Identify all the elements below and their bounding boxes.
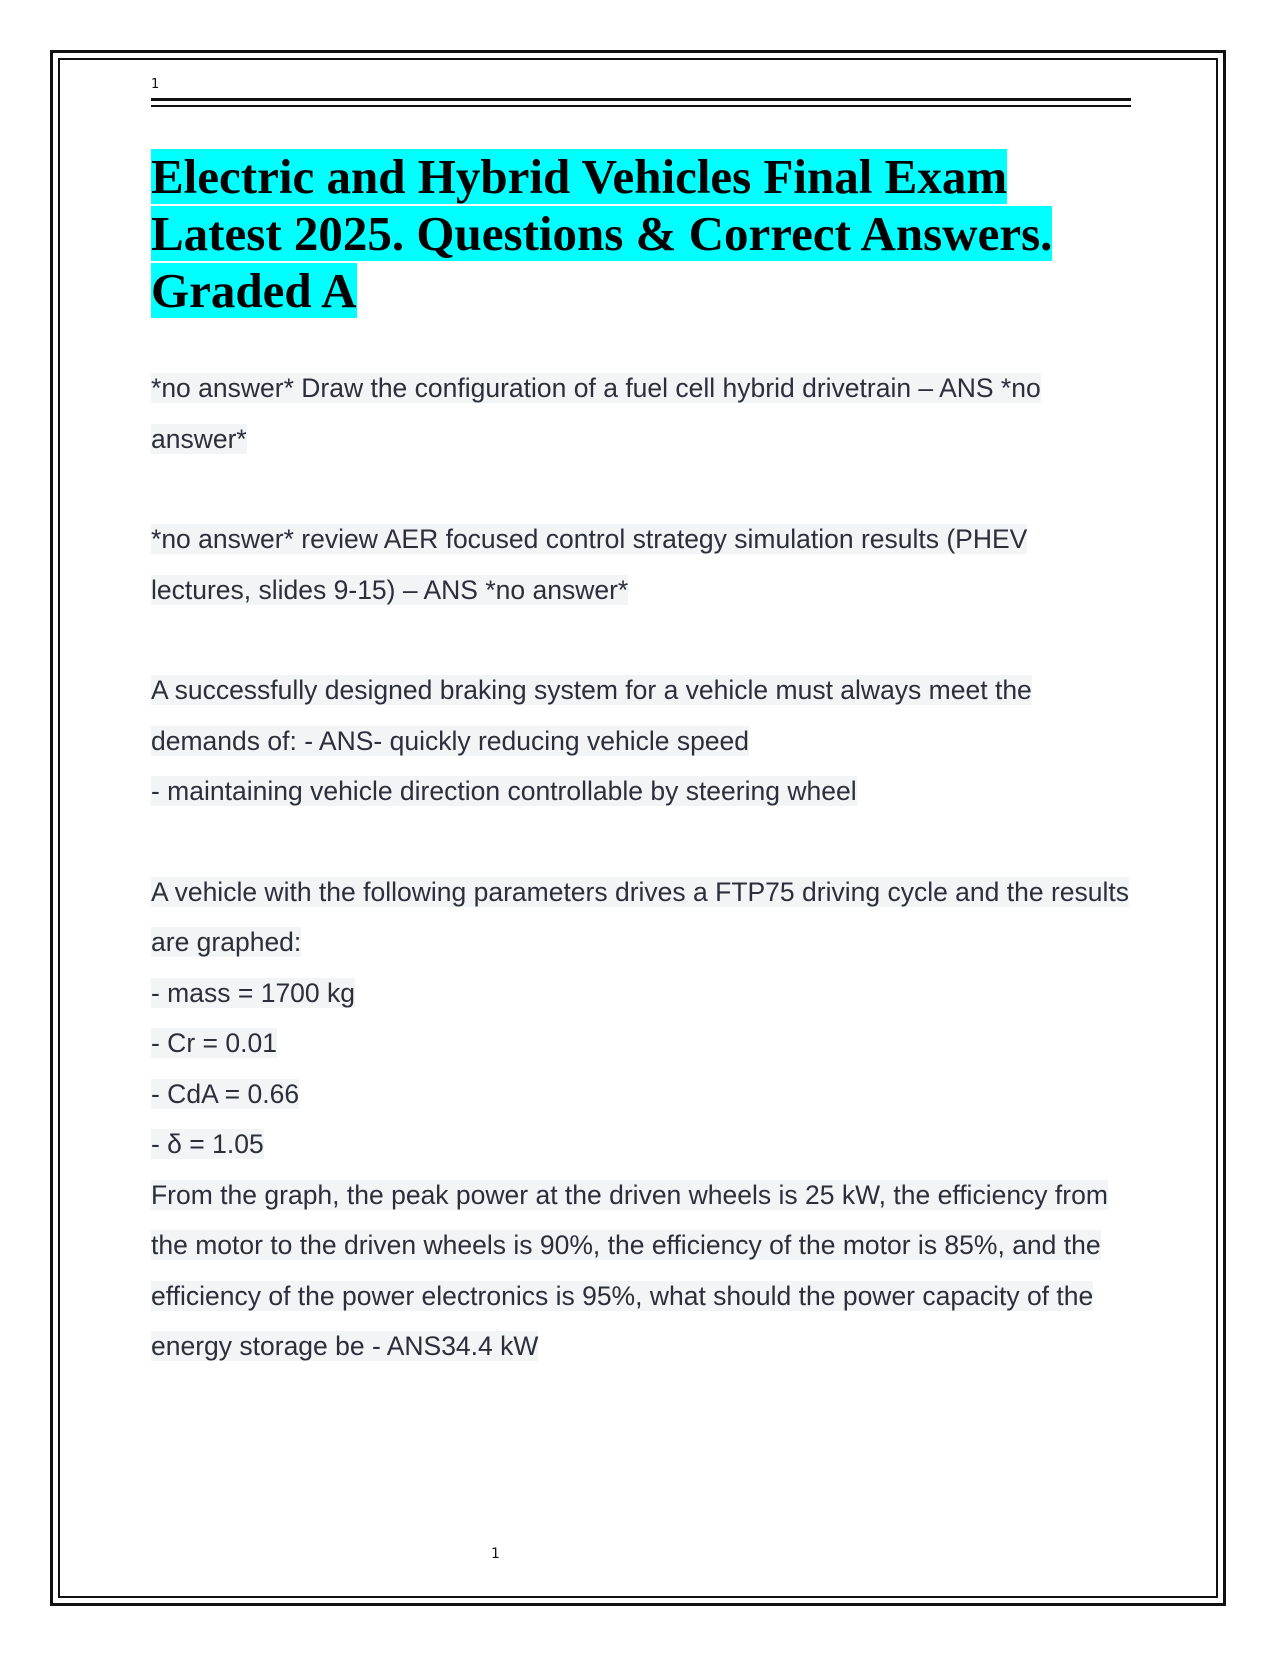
- question-4-param-delta: - δ = 1.05: [151, 1129, 264, 1159]
- question-3-line-1: A successfully designed braking system for a vehicle must always meet the demands of: - ANS- quickly reducing vehicle speed: [151, 675, 1032, 756]
- document-body: [151, 148, 1131, 1372]
- question-1-line-1: *no answer* Draw the configuration of a fuel cell hybrid drivetrain – ANS *no answer*: [151, 373, 1041, 454]
- question-2: [151, 514, 1131, 615]
- header-rule: [151, 98, 1131, 107]
- question-4-line-final: From the graph, the peak power at the driven wheels is 25 kW, the efficiency from the motor to the driven wheels is 90%, the efficiency of the motor is 85%, and the efficiency of the power electronics is 95%, what should the power capacity of the energy storage be - ANS34.4 kW: [151, 1179, 1108, 1361]
- document-title-text: Electric and Hybrid Vehicles Final Exam Latest 2025. Questions & Correct Answers. Graded A: [151, 149, 1053, 318]
- question-1: [151, 363, 1131, 464]
- question-4-param-cda: - CdA = 0.66: [151, 1078, 300, 1109]
- question-4-param-mass: - mass = 1700 kg: [151, 977, 356, 1008]
- question-4-param-cr: - Cr = 0.01: [151, 1028, 277, 1058]
- question-4-line-1: A vehicle with the following parameters drives a FTP75 driving cycle and the results are graphed:: [151, 876, 1130, 957]
- question-4: [151, 867, 1131, 1372]
- footer-page-number: 1: [491, 1546, 500, 1562]
- question-2-line-1: *no answer* review AER focused control strategy simulation results (PHEV lectures, slides 9-15) – ANS *no answer*: [151, 524, 1028, 605]
- header-page-number: 1: [151, 77, 160, 92]
- question-3-line-2: - maintaining vehicle direction controllable by steering wheel: [151, 776, 857, 806]
- document-title: [151, 148, 1131, 319]
- question-3: [151, 665, 1131, 817]
